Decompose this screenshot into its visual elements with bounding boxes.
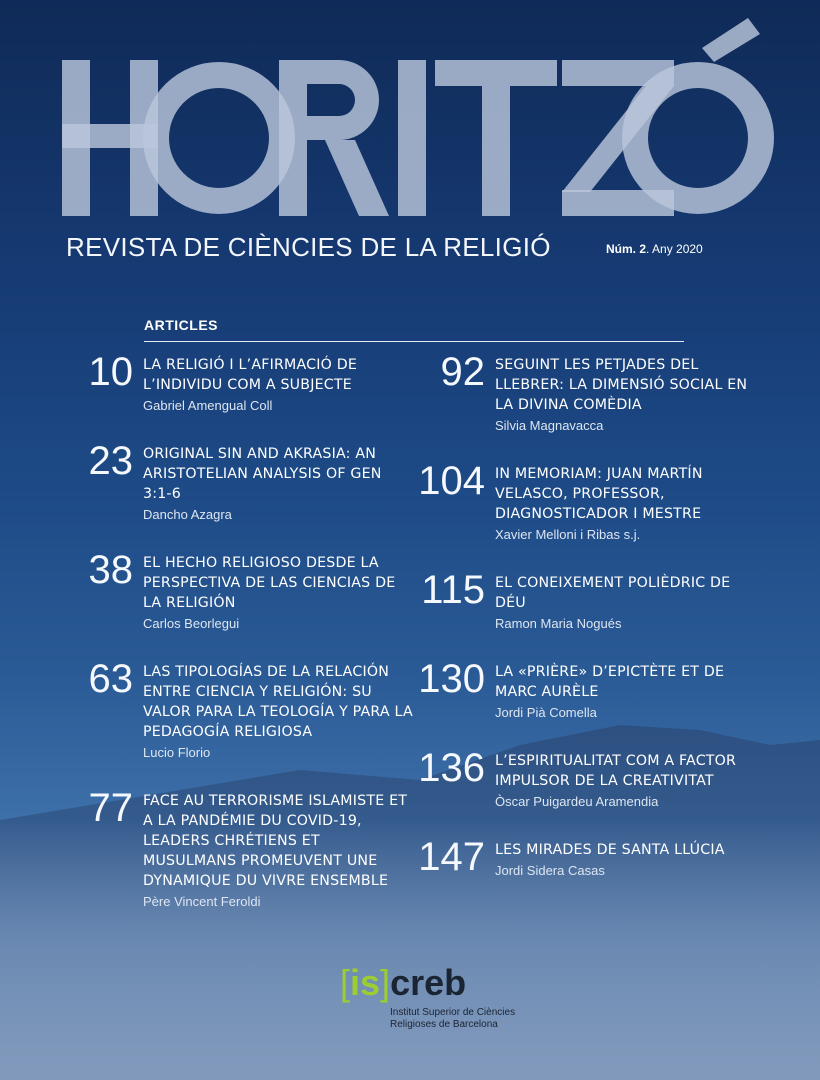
article-page-number: 77: [88, 786, 133, 830]
article-entry[interactable]: [413, 352, 748, 435]
articles-left-column: [85, 352, 415, 937]
article-entry[interactable]: [85, 788, 415, 911]
article-title: EL HECHO RELIGIOSO DESDE LA PERSPECTIVA DE LAS CIENCIAS DE LA RELIGIÓN: [143, 555, 396, 611]
article-author: Xavier Melloni i Ribas s.j.: [495, 527, 641, 542]
logo-bracket-close: ]: [380, 962, 391, 1003]
institute-name: [390, 1007, 560, 1031]
article-title: IN MEMORIAM: JUAN MARTÍN VELASCO, PROFESSOR, DIAGNOSTICADOR I MESTRE: [495, 466, 703, 522]
section-heading: ARTICLES: [144, 317, 218, 333]
article-title: LA RELIGIÓ I L’AFIRMACIÓ DE L’INDIVIDU COM A SUBJECTE: [143, 357, 357, 393]
article-author: Jordi Pià Comella: [495, 705, 597, 720]
article-page-number: 115: [421, 568, 485, 612]
issue-number: Núm. 2: [606, 242, 647, 256]
article-title: LES MIRADES DE SANTA LLÚCIA: [495, 842, 725, 858]
section-divider: [144, 341, 684, 342]
article-author: Dancho Azagra: [143, 507, 232, 522]
logo-is: is: [350, 962, 381, 1003]
article-title: L’ESPIRITUALITAT COM A FACTOR IMPULSOR DE LA CREATIVITAT: [495, 753, 737, 789]
article-entry[interactable]: [85, 659, 415, 762]
article-title: EL CONEIXEMENT POLIÈDRIC DE DÉU: [495, 575, 731, 611]
article-entry[interactable]: [413, 570, 748, 633]
institute-line-1: Institut Superior de Ciències: [390, 1007, 516, 1018]
logo-creb: creb: [390, 962, 467, 1003]
issue-year: . Any 2020: [646, 242, 703, 256]
article-author: Òscar Puigardeu Aramendia: [495, 794, 659, 809]
logo-bracket-open: [: [340, 962, 351, 1003]
article-author: Carlos Beorlegui: [143, 616, 240, 631]
article-entry[interactable]: [413, 461, 748, 544]
article-page-number: 130: [418, 657, 485, 701]
article-author: Gabriel Amengual Coll: [143, 398, 273, 413]
article-entry[interactable]: [85, 550, 415, 633]
article-page-number: 38: [88, 548, 133, 592]
masthead: [0, 0, 820, 230]
article-author: Père Vincent Feroldi: [143, 894, 261, 909]
article-author: Jordi Sidera Casas: [495, 863, 605, 878]
article-entry[interactable]: [85, 352, 415, 415]
article-entry[interactable]: [85, 441, 415, 524]
logo-wordmark: [340, 962, 560, 1003]
article-page-number: 104: [418, 459, 485, 503]
article-title: ORIGINAL SIN AND AKRASIA: AN ARISTOTELIAN ANALYSIS OF GEN 3:1-6: [143, 446, 382, 502]
article-page-number: 136: [418, 746, 485, 790]
article-page-number: 10: [88, 350, 133, 394]
issue-info: [606, 242, 703, 256]
article-page-number: 92: [440, 350, 485, 394]
article-title: LA «PRIÈRE» D’EPICTÈTE ET DE MARC AURÈLE: [495, 664, 725, 700]
iscreb-logo: [340, 962, 560, 1031]
institute-line-2: Religioses de Barcelona: [390, 1019, 498, 1030]
article-entry[interactable]: [413, 748, 748, 811]
article-author: Lucio Florio: [143, 745, 211, 760]
article-page-number: 63: [88, 657, 133, 701]
article-page-number: 23: [88, 439, 133, 483]
article-title: LAS TIPOLOGÍAS DE LA RELACIÓN ENTRE CIENCIA Y RELIGIÓN: SU VALOR PARA LA TEOLOGÍA Y PARA LA PEDAGOGÍA RELIGIOSA: [143, 664, 413, 740]
article-title: FACE AU TERRORISME ISLAMISTE ET A LA PANDÉMIE DU COVID-19, LEADERS CHRÉTIENS ET MUSULMANS PROMEUVENT UNE DYNAMIQUE DU VIVRE ENSEMBLE: [143, 793, 408, 889]
article-author: Ramon Maria Nogués: [495, 616, 622, 631]
article-entry[interactable]: [413, 837, 748, 880]
journal-subtitle: REVISTA DE CIÈNCIES DE LA RELIGIÓ: [66, 232, 551, 262]
article-title: SEGUINT LES PETJADES DEL LLEBRER: LA DIMENSIÓ SOCIAL EN LA DIVINA COMÈDIA: [495, 357, 748, 413]
article-author: Silvia Magnavacca: [495, 418, 604, 433]
article-page-number: 147: [418, 835, 485, 879]
articles-right-column: [413, 352, 748, 906]
article-entry[interactable]: [413, 659, 748, 722]
